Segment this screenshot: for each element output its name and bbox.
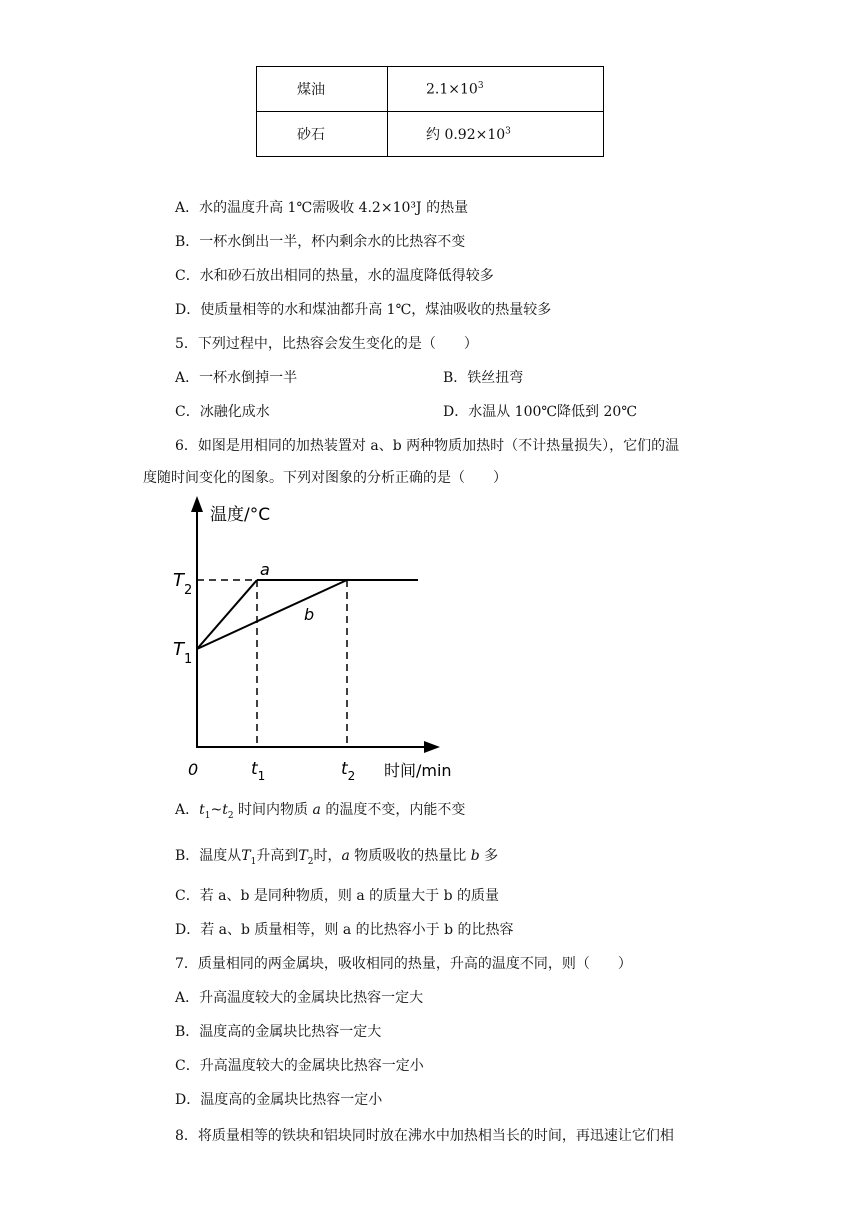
t1-label: $t_1$ bbox=[251, 759, 266, 783]
table-cell-value: 约 $0.92\times 10^3$ bbox=[388, 112, 604, 157]
line-a-label: a bbox=[260, 560, 270, 579]
q6-option-c: C．若 a、b 是同种物质，则 a 的质量大于 b 的质量 bbox=[175, 888, 500, 904]
line-b bbox=[197, 580, 347, 649]
q7-option-a: A．升高温度较大的金属块比热容一定大 bbox=[175, 990, 424, 1006]
T1-label: $T_1$ bbox=[173, 639, 193, 667]
q8-stem: 8．将质量相等的铁块和铝块同时放在沸水中加热相当长的时间，再迅速让它们相 bbox=[175, 1128, 674, 1144]
q4-option-b: B．一杯水倒出一半，杯内剩余水的比热容不变 bbox=[175, 234, 466, 250]
t2-label: $t_2$ bbox=[341, 759, 356, 783]
q7-option-b: B．温度高的金属块比热容一定大 bbox=[175, 1024, 382, 1040]
line-a bbox=[197, 580, 257, 649]
q7-option-c: C．升高温度较大的金属块比热容一定小 bbox=[175, 1058, 424, 1074]
line-b-label: b bbox=[304, 605, 315, 624]
x-axis-arrow bbox=[424, 741, 440, 753]
q4-option-a: A．水的温度升高 1℃需吸收 4.2×10³J 的热量 bbox=[175, 200, 469, 216]
table-cell-substance: 煤油 bbox=[257, 67, 388, 112]
T2-label: $T_2$ bbox=[173, 570, 193, 598]
q7-stem: 7．质量相同的两金属块，吸收相同的热量，升高的温度不同，则（ ） bbox=[175, 956, 632, 972]
q5-option-d: D．水温从 100℃降低到 20℃ bbox=[443, 404, 637, 420]
q4-option-c: C．水和砂石放出相同的热量，水的温度降低得较多 bbox=[175, 268, 494, 284]
y-axis-arrow bbox=[191, 496, 203, 512]
q5-stem: 5．下列过程中，比热容会发生变化的是（ ） bbox=[175, 336, 478, 352]
specific-heat-table bbox=[256, 66, 604, 157]
q6-option-b: B．温度从$T_1$升高到$T_2$时，a 物质吸收的热量比 b 多 bbox=[175, 848, 499, 867]
q5-option-b: B．铁丝扭弯 bbox=[443, 370, 524, 386]
q5-option-c: C．冰融化成水 bbox=[175, 404, 270, 420]
q4-option-d: D．使质量相等的水和煤油都升高 1℃，煤油吸收的热量较多 bbox=[175, 302, 552, 318]
q6-stem-line1: 6．如图是用相同的加热装置对 a、b 两种物质加热时（不计热量损失），它们的温 bbox=[175, 438, 680, 454]
q6-option-d: D．若 a、b 质量相等，则 a 的比热容小于 b 的比热容 bbox=[175, 922, 514, 938]
table-cell-value: $2.1\times 10^3$ bbox=[388, 67, 604, 112]
origin-label: 0 bbox=[188, 760, 199, 779]
table-row bbox=[257, 67, 604, 112]
y-axis-label: 温度/°C bbox=[210, 505, 271, 525]
q6-option-a: A．$t_1\sim t_2$ 时间内物质 a 的温度不变，内能不变 bbox=[175, 802, 466, 821]
x-axis-label: 时间/min bbox=[384, 761, 452, 780]
q5-option-a: A．一杯水倒掉一半 bbox=[175, 370, 298, 386]
q6-stem-line2: 度随时间变化的图象。下列对图象的分析正确的是（ ） bbox=[143, 470, 507, 486]
temperature-time-graph bbox=[160, 492, 470, 792]
q7-option-d: D．温度高的金属块比热容一定小 bbox=[175, 1092, 383, 1108]
table-row bbox=[257, 112, 604, 157]
table-cell-substance: 砂石 bbox=[257, 112, 388, 157]
